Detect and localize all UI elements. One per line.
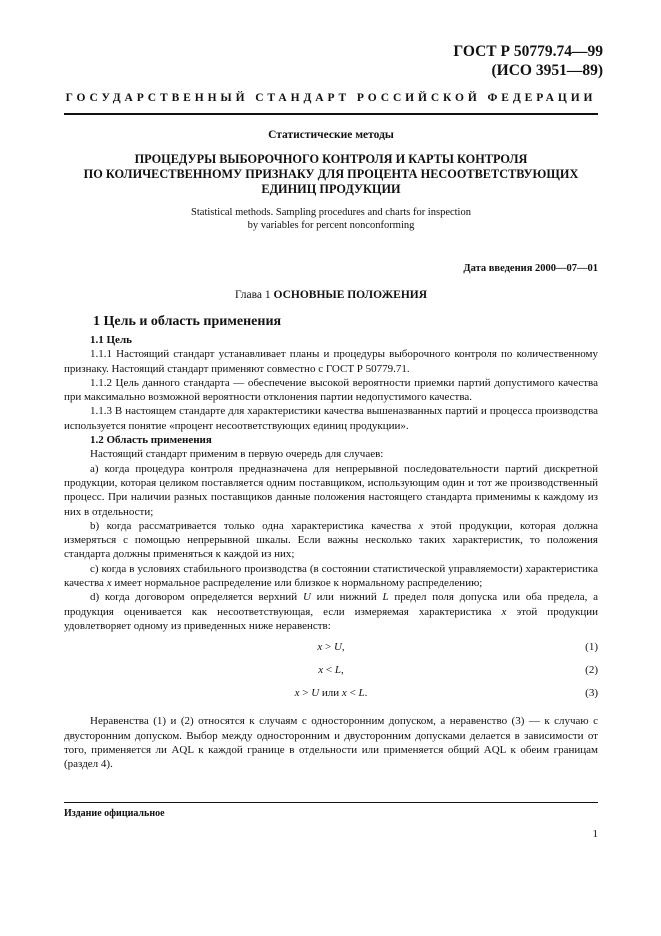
document-title-line: ПРОЦЕДУРЫ ВЫБОРОЧНОГО КОНТРОЛЯ И КАРТЫ КОНТРОЛЯ	[134, 152, 528, 166]
paragraph-1-1-2: 1.1.2 Цель данного стандарта — обеспечение высокой вероятности приемки партий допустимого качества при максимально возможной вероятности отклонения партии недопустимого качества.	[64, 376, 598, 404]
introduction-date: Дата введения 2000—07—01	[463, 263, 598, 274]
footer-rule	[64, 802, 598, 803]
equation-expression: x < L,	[318, 664, 344, 677]
closing-paragraph: Неравенства (1) и (2) относятся к случаям с односторонним допуском, а неравенство (3) — к случаю с двусторонним допуском. Выбор между односторонним и двусторонним допусками делается в зависимости от того, применяется ли AQL к каждой границе в отдельности или применяется общий AQL к обеим границам (раздел 4).	[64, 715, 598, 771]
list-item-b: b) когда рассматривается только одна характеристика качества x этой продукции, которая должна измеряться с помощью непрерывной шкалы. Если важны несколько таких характеристик, то положения стандарта должны применяться к каждой из них;	[64, 519, 598, 561]
chapter-heading	[64, 289, 598, 301]
list-item-a: а) когда процедура контроля предназначена для непрерывной последовательности партий дискретной продукции, которая целиком поставляется одним поставщиком, использующим один и тот же производственный процесс. При наличии разных поставщиков данные положения настоящего стандарта применимы к каждому из них в отдельности;	[64, 462, 598, 518]
standard-number-block	[453, 42, 603, 80]
state-standard-title: ГОСУДАРСТВЕННЫЙ СТАНДАРТ РОССИЙСКОЙ ФЕДЕРАЦИИ	[65, 92, 597, 104]
page-number: 1	[592, 828, 598, 840]
equation-expression: x > U или x < L.	[294, 687, 368, 700]
english-title-line: Statistical methods. Sampling procedures and charts for inspection	[191, 207, 471, 218]
equation-number: (1)	[585, 641, 598, 654]
subject-heading: Статистические методы	[268, 129, 394, 141]
english-title-line: by variables for percent nonconforming	[247, 219, 415, 231]
equation-2	[64, 663, 598, 686]
paragraph-1-2-intro: Настоящий стандарт применим в первую очередь для случаев:	[90, 448, 384, 461]
subsection-heading-1-2: 1.2 Область применения	[90, 434, 212, 447]
equation-number: (2)	[585, 664, 598, 677]
english-title	[64, 207, 598, 232]
chapter-title: ОСНОВНЫЕ ПОЛОЖЕНИЯ	[273, 289, 428, 301]
paragraph-1-1-3: 1.1.3 В настоящем стандарте для характеристики качества вышеназванных партий и процесса производства используется понятие «процент несоответствующих единиц продукции».	[64, 405, 598, 432]
body-text	[64, 333, 598, 771]
paragraph-1-1-1: 1.1.1 Настоящий стандарт устанавливает планы и процедуры выборочного контроля по количественному признаку. Настоящий стандарт применяют совместно с ГОСТ Р 50779.71.	[64, 348, 598, 375]
equation-number: (3)	[585, 687, 598, 700]
document-title	[64, 152, 598, 197]
list-item-d: d) когда договором определяется верхний U или нижний L предел поля допуска или оба предела, а продукция оценивается как несоответствующая, если измеряемая характеристика x этой продукции удовлетворяет одному из приведенных ниже неравенств:	[64, 591, 599, 632]
document-title-line: ПО КОЛИЧЕСТВЕННОМУ ПРИЗНАКУ ДЛЯ ПРОЦЕНТА НЕСООТВЕТСТВУЮЩИХ	[83, 167, 579, 181]
document-title-line: ЕДИНИЦ ПРОДУКЦИИ	[261, 182, 401, 196]
chapter-label: Глава 1	[234, 289, 271, 301]
header-rule	[64, 113, 598, 115]
official-edition-label: Издание официальное	[64, 808, 165, 819]
subsection-heading-1-1: 1.1 Цель	[90, 334, 132, 346]
equation-1	[64, 640, 598, 663]
equation-3	[64, 686, 598, 709]
equation-expression: x > U,	[317, 641, 345, 654]
section-heading: 1 Цель и область применения	[93, 314, 282, 329]
iso-number: (ИСО 3951—89)	[491, 62, 603, 79]
list-item-c: с) когда в условиях стабильного производства (в состоянии статистической управляемости) характеристика качества x имеет нормальное распределение или близкое к нормальному распределению;	[64, 562, 598, 590]
standard-number: ГОСТ Р 50779.74—99	[453, 43, 603, 60]
